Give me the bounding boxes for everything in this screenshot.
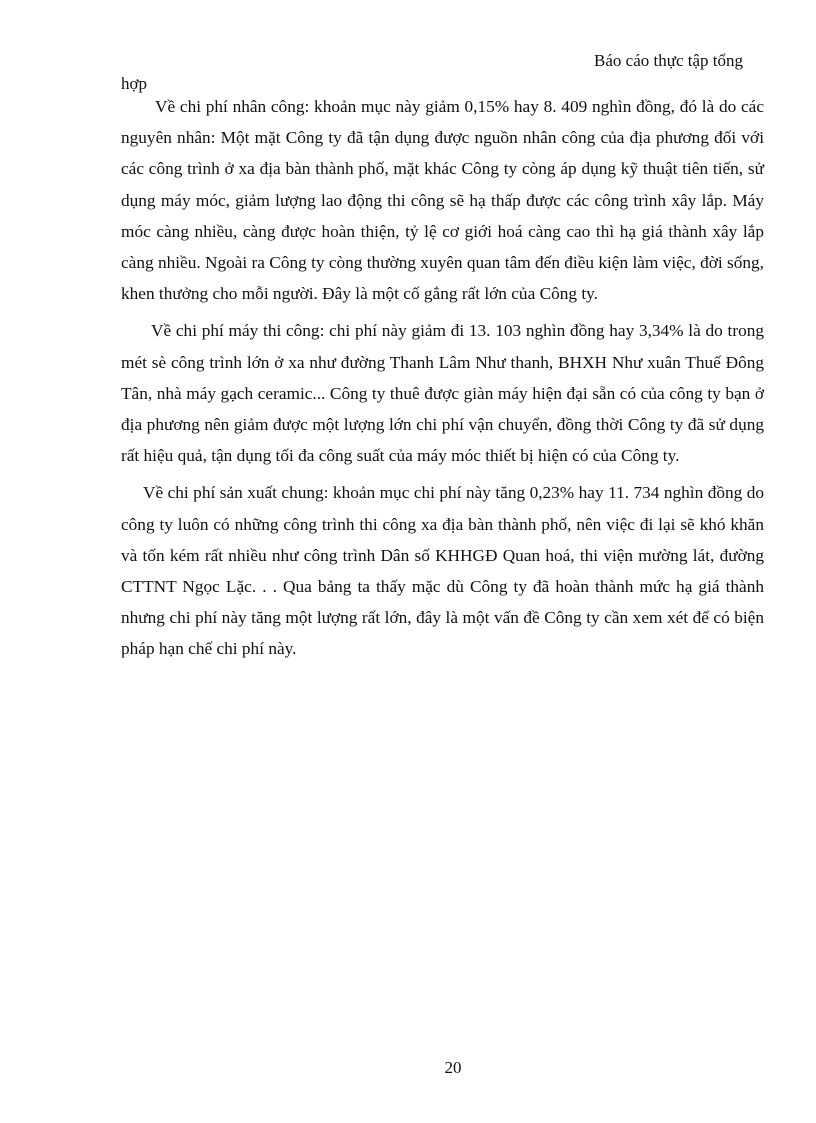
header-title-continuation: hợp (121, 74, 147, 93)
page-header (121, 48, 743, 97)
page-number: 20 (444, 1058, 462, 1077)
paragraph-machine-cost: Về chi phí máy thi công: chi phí này giảm đi 13. 103 nghìn đồng hay 3,34% là do trong mét sè công trình lớn ở xa như đường Thanh Lâm Như thanh, BHXH Như xuân Thuế Đông Tân, nhà máy gạch ceramic... Công ty thuê được giàn máy hiện đại sẵn có của công ty bạn ở địa phương nên giảm được một lượng lớn chi phí vận chuyển, đồng thời Công ty đã sử dụng rất hiệu quả, tận dụng tối đa công suất của máy móc thiết bị hiện có của Công ty. (121, 321, 764, 466)
paragraph-general-production-cost: Về chi phí sản xuất chung: khoản mục chi phí này tăng 0,23% hay 11. 734 nghìn đồng do công ty luôn có những công trình thi công xa địa bàn thành phố, nên việc đi lại sẽ khó khăn và tốn kém rất nhiều như công trình Dân số KHHGĐ Quan hoá, thi viện mường lát, đường CTTNT Ngọc Lặc. . . Qua bảng ta thấy mặc dù Công ty đã hoàn thành mức hạ giá thành nhưng chi phí này tăng một lượng rất lớn, đây là một vấn đề Công ty cần xem xét để có biện pháp hạn chế chi phí này. (121, 483, 764, 659)
paragraph-labor-cost: Về chi phí nhân công: khoản mục này giảm 0,15% hay 8. 409 nghìn đồng, đó là do các nguyên nhân: Một mặt Công ty đã tận dụng được nguồn nhân công của địa phương đối với các công trình ở xa địa bàn thành phố, mặt khác Công ty còng áp dụng kỹ thuật tiên tiến, sử dụng máy móc, giảm lượng lao động thi công sẽ hạ thấp được các công trình xây lắp. Máy móc càng nhiều, càng được hoàn thiện, tỷ lệ cơ giới hoá càng cao thì hạ giá thành xây lắp càng nhiều. Ngoài ra Công ty còng thường xuyên quan tâm đến điều kiện làm việc, đời sống, khen thưởng cho mỗi người. Đây là một cố gắng rất lớn của Công ty. (121, 97, 764, 304)
document-body (121, 91, 764, 671)
header-title: Báo cáo thực tập tổng (594, 51, 743, 70)
